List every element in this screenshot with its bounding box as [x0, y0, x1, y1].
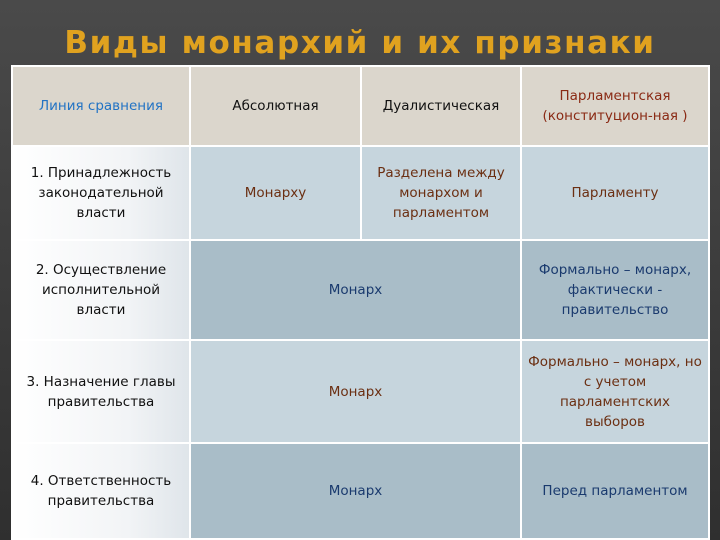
cell-text: Монарху	[244, 185, 307, 201]
cell-parliamentary-legislative	[521, 146, 709, 240]
row-label-legislative	[12, 146, 190, 240]
cell-absolute-legislative	[190, 146, 361, 240]
row-label-text: 2. Осуществление исполнительной власти	[35, 262, 167, 318]
row-label-executive	[12, 240, 190, 340]
cell-merged-head-appointment	[190, 340, 521, 443]
row-label-head-appointment	[12, 340, 190, 443]
row-label-responsibility	[12, 443, 190, 539]
cell-text: Монарх	[328, 282, 383, 298]
cell-text: Монарх	[328, 483, 383, 499]
table-row	[12, 443, 709, 539]
cell-text: Формально – монарх, но с учетом парламентских выборов	[528, 353, 702, 430]
cell-text: Разделена между монархом и парламентом	[377, 165, 505, 221]
row-label-text: 4. Ответственность правительства	[30, 473, 172, 509]
cell-merged-responsibility	[190, 443, 521, 539]
cell-text: Перед парламентом	[542, 483, 688, 499]
table-row	[12, 146, 709, 240]
table-row	[12, 240, 709, 340]
cell-text: Монарх	[328, 383, 383, 400]
header-absolute	[190, 66, 361, 146]
cell-text: Формально – монарх, фактически - правительство	[538, 262, 692, 318]
row-label-text: 1. Принадлежность законодательной власти	[30, 165, 172, 221]
slide-title: Виды монархий и их признаки	[64, 25, 656, 61]
cell-parliamentary-head-appointment	[521, 340, 709, 443]
row-label-text: 3. Назначение главы правительства	[26, 373, 176, 410]
table-header-row	[12, 66, 709, 146]
header-dualistic	[361, 66, 521, 146]
header-comparison-line	[12, 66, 190, 146]
cell-text: Парламенту	[571, 185, 659, 201]
table-row	[12, 340, 709, 443]
cell-dualistic-legislative	[361, 146, 521, 240]
header-absolute-text: Абсолютная	[232, 98, 319, 114]
header-comparison-text: Линия сравнения	[38, 98, 163, 114]
header-dualistic-text: Дуалистическая	[382, 98, 500, 114]
cell-parliamentary-responsibility	[521, 443, 709, 539]
cell-parliamentary-executive	[521, 240, 709, 340]
cell-merged-executive	[190, 240, 521, 340]
header-parliamentary-text: Парламентская (конституцион-ная )	[542, 88, 688, 124]
header-parliamentary	[521, 66, 709, 146]
comparison-table	[11, 65, 710, 540]
